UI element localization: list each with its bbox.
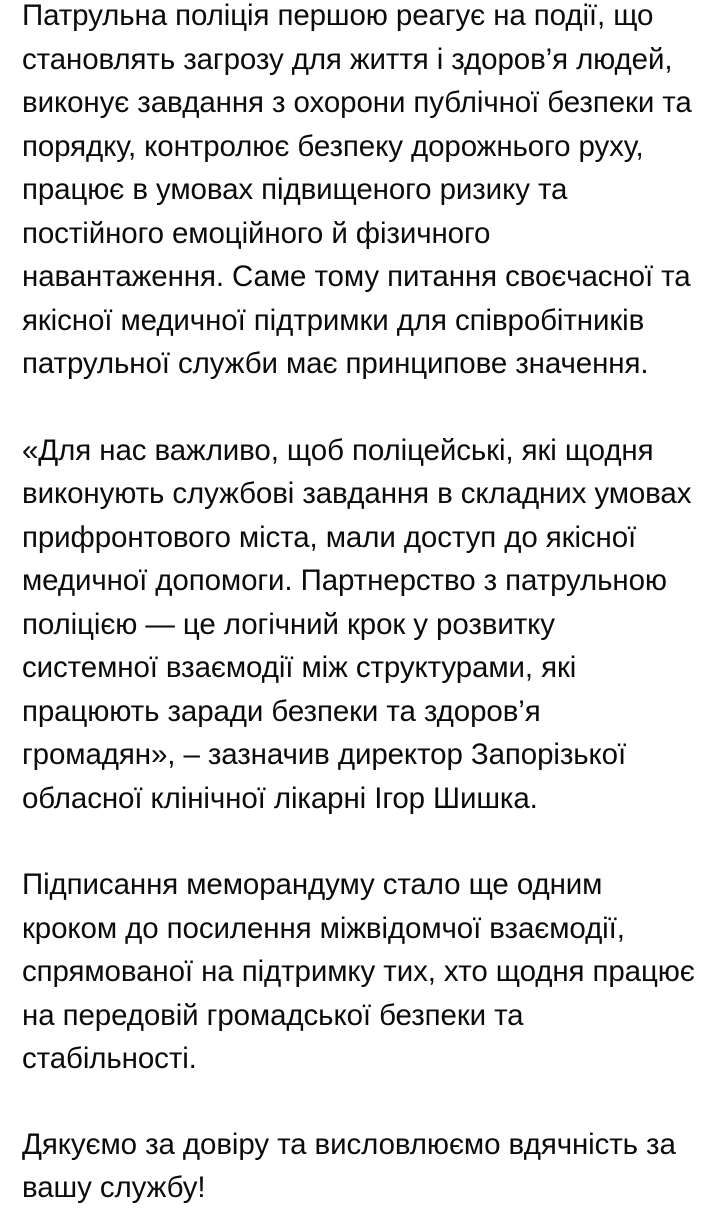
paragraph-1: Патрульна поліція першою реагує на події, що становлять загрозу для життя і здоров’я людей, виконує завдання з охорони публічної безпеки та порядку, контролює безпеку дорожнього руху, працює в умовах підвищеного ризику та постійного емоційного й фізичного навантаження. Саме тому питання своєчасної та якісної медичної підтримки для співробітників патрульної служби має принципове значення. [22,0,700,380]
paragraph-3: Підписання меморандуму стало ще одним кроком до посилення міжвідомчої взаємодії, спрямованої на підтримку тих, хто щодня працює на передовій громадської безпеки та стабільності. [22,868,703,1075]
paragraph-gap [22,820,698,863]
article-body [22,0,703,1210]
paragraph-gap [22,386,698,429]
paragraph-4: Дякуємо за довіру та висловлюємо вдячність за вашу службу! [22,1127,684,1204]
paragraph-gap [22,1081,698,1123]
paragraph-2: «Для нас важливо, щоб поліцейські, які щодня виконують службові завдання в складних умовах прифронтового міста, мали доступ до якісної медичної допомоги. Партнерство з патрульною поліцією — це логічний крок у розвитку системної взаємодії між структурами, які працюють заради безпеки та здоров’я громадян», – зазначив директор Запорізької обласної клінічної лікарні Ігор Шишка. [22,433,700,815]
